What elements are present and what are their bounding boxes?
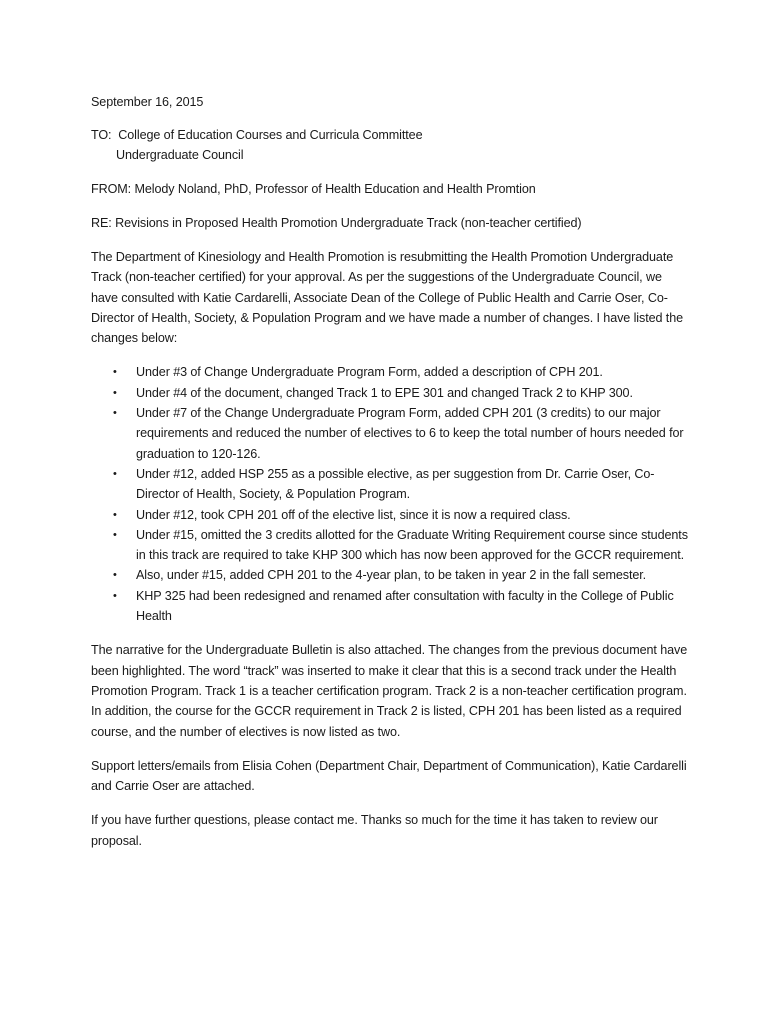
changes-list bbox=[91, 362, 691, 626]
list-item-text: KHP 325 had been redesigned and renamed after consultation with faculty in the College of Public Health bbox=[136, 588, 674, 624]
memo-date: September 16, 2015 bbox=[91, 95, 204, 109]
list-item bbox=[91, 505, 691, 525]
list-item-text: Under #4 of the document, changed Track 1 to EPE 301 and changed Track 2 to KHP 300. bbox=[136, 385, 633, 400]
list-item bbox=[91, 383, 691, 403]
narrative-paragraph: The narrative for the Undergraduate Bulletin is also attached. The changes from the previous document have been highlighted. The word “track” was inserted to make it clear that this is a second track under the Health Promotion Program. Track 1 is a teacher certification program. Track 2 is a non-teacher certification program. In addition, the course for the GCCR requirement in Track 2 is listed, CPH 201 has been listed as a required course, and the number of electives is now listed as two. bbox=[91, 643, 688, 739]
support-paragraph: Support letters/emails from Elisia Cohen (Department Chair, Department of Communication), Katie Cardarelli and Carrie Oser are attached. bbox=[91, 758, 687, 794]
intro-paragraph: The Department of Kinesiology and Health Promotion is resubmitting the Health Promotion Undergraduate Track (non-teacher certified) for your approval. As per the suggestions of the Undergraduate Council, we have consulted with Katie Cardarelli, Associate Dean of the College of Public Health and Carrie Oser, Co-Director of Health, Society, & Population Program and we have made a number of changes. I have listed the changes below: bbox=[91, 250, 684, 346]
memo-from: FROM: Melody Noland, PhD, Professor of Health Education and Health Promtion bbox=[91, 182, 536, 196]
list-item-text: Under #7 of the Change Undergraduate Program Form, added CPH 201 (3 credits) to our major requirements and reduced the number of electives to 6 to keep the total number of hours needed for graduation to 120-126. bbox=[136, 406, 684, 461]
list-item-text: Also, under #15, added CPH 201 to the 4-year plan, to be taken in year 2 in the fall semester. bbox=[136, 568, 647, 583]
list-item bbox=[91, 565, 691, 585]
list-item bbox=[91, 362, 691, 382]
list-item bbox=[91, 464, 691, 505]
list-item bbox=[91, 586, 691, 627]
memo-to-label: TO: bbox=[91, 128, 112, 142]
memo-to-recipient-2: Undergraduate Council bbox=[116, 148, 244, 162]
list-item bbox=[91, 525, 691, 566]
bullet-icon: • bbox=[113, 528, 117, 541]
list-item-text: Under #12, added HSP 255 as a possible elective, as per suggestion from Dr. Carrie Oser, Co-Director of Health, Society, & Population Program. bbox=[136, 466, 655, 502]
bullet-icon: • bbox=[113, 386, 117, 399]
memo-to-line-1 bbox=[91, 125, 691, 145]
list-item-text: Under #3 of Change Undergraduate Program Form, added a description of CPH 201. bbox=[136, 365, 603, 380]
bullet-icon: • bbox=[113, 366, 117, 379]
bullet-icon: • bbox=[113, 569, 117, 582]
memo-letter bbox=[91, 92, 691, 865]
bullet-icon: • bbox=[113, 589, 117, 602]
bullet-icon: • bbox=[113, 508, 117, 521]
bullet-icon: • bbox=[113, 407, 117, 420]
list-item-text: Under #12, took CPH 201 off of the elective list, since it is now a required class. bbox=[136, 507, 571, 522]
memo-subject: RE: Revisions in Proposed Health Promotion Undergraduate Track (non-teacher certified) bbox=[91, 216, 582, 230]
memo-to-recipient-1: College of Education Courses and Curricula Committee bbox=[118, 128, 423, 142]
list-item-text: Under #15, omitted the 3 credits allotted for the Graduate Writing Requirement course since students in this track are required to take KHP 300 which has now been approved for the GCCR requirement. bbox=[136, 527, 688, 563]
memo-to-block bbox=[91, 125, 691, 165]
closing-paragraph: If you have further questions, please contact me. Thanks so much for the time it has taken to review our proposal. bbox=[91, 813, 658, 848]
list-item bbox=[91, 403, 691, 464]
bullet-icon: • bbox=[113, 467, 117, 480]
